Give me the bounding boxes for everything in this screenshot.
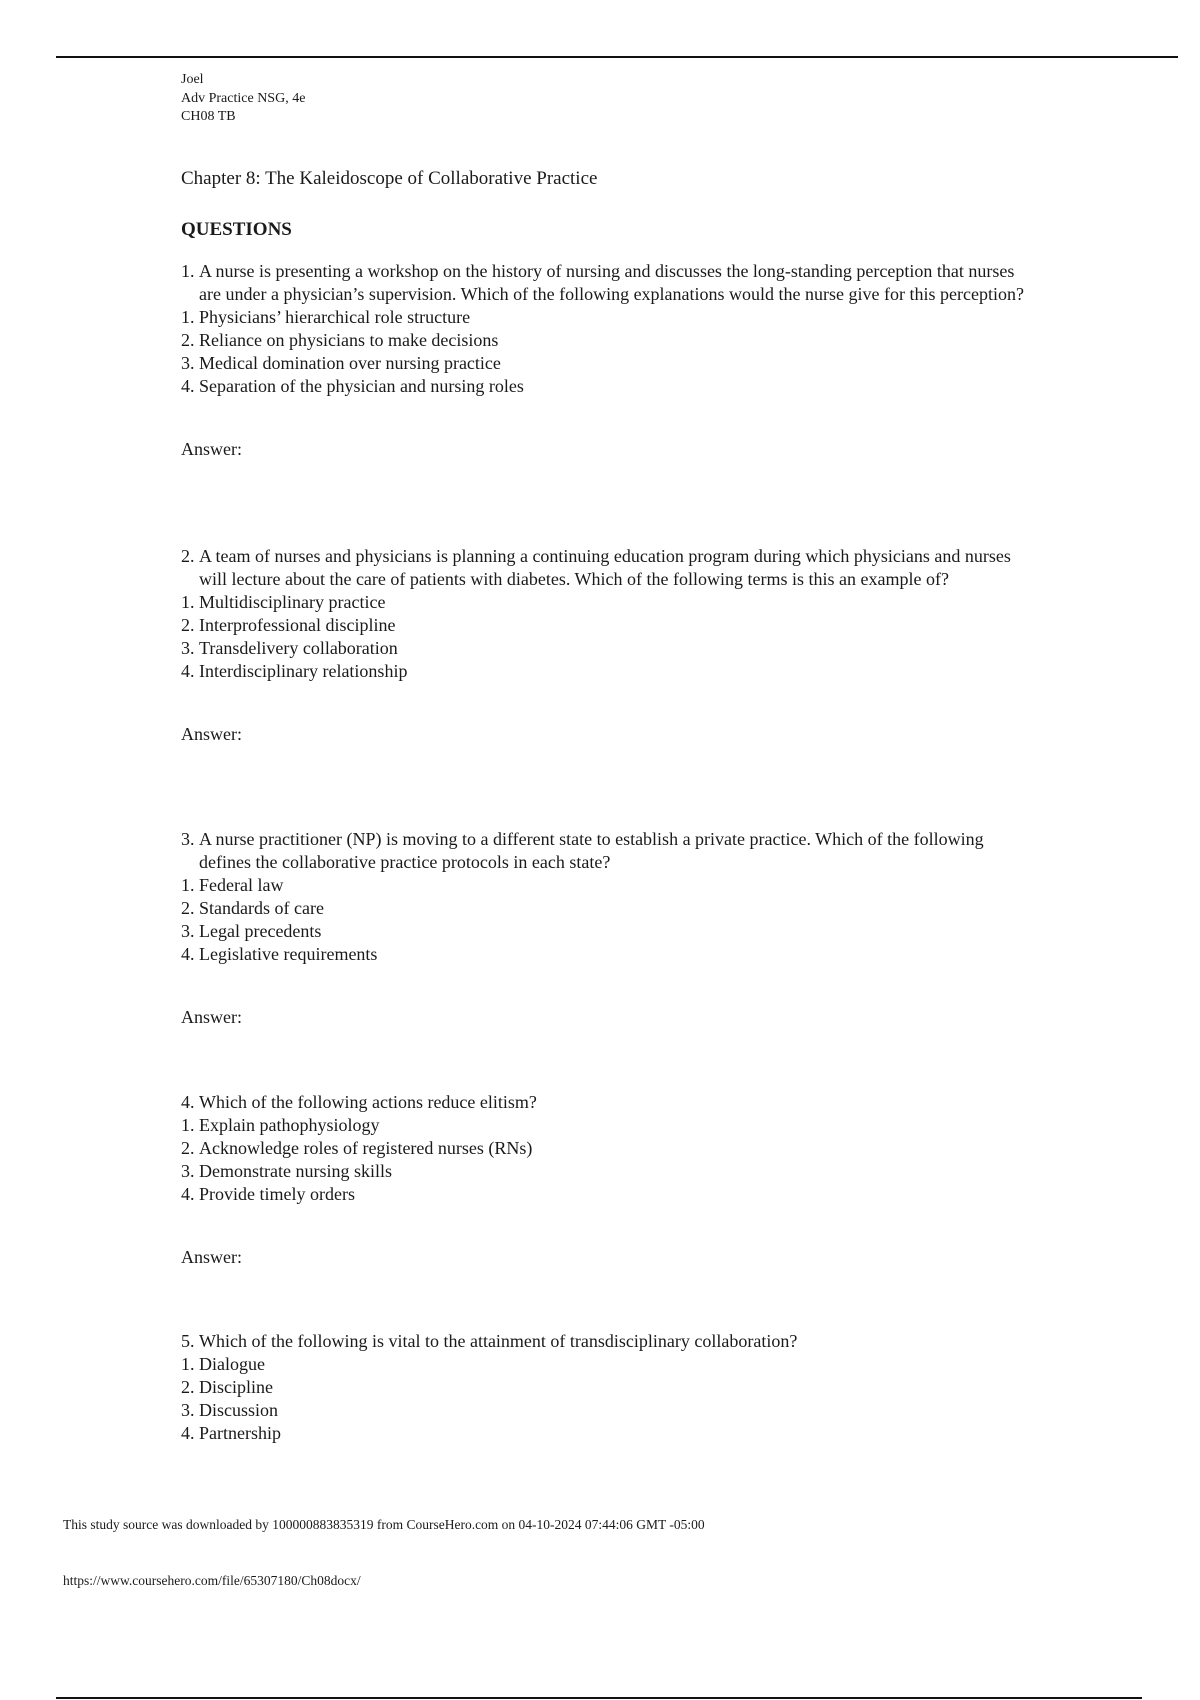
header-file: CH08 TB [181,109,236,124]
option-text: Federal law [199,875,284,895]
option-list [181,1114,1031,1206]
question-text: A nurse is presenting a workshop on the history of nursing and discusses the long-standing perception that nurses are under a physician’s supervision. Which of the following explanations would the nurse give for this perception? [199,261,1024,304]
download-notice: This study source was downloaded by 100000883835319 from CourseHero.com on 04-10-2024 07:44:06 GMT -05:00 [63,1517,705,1532]
option-item [181,306,1031,329]
question-number: 3. [181,829,195,849]
option-item [181,1160,1031,1183]
option-number: 4. [181,376,195,396]
option-number: 1. [181,307,195,327]
question-number: 5. [181,1331,195,1351]
option-item [181,591,1031,614]
option-item [181,637,1031,660]
answer-label: Answer: [181,1007,242,1027]
option-number: 2. [181,330,195,350]
answer-label: Answer: [181,439,242,459]
option-list [181,874,1031,966]
top-rule [56,56,1178,58]
option-text: Demonstrate nursing skills [199,1161,392,1181]
option-text: Standards of care [199,898,324,918]
option-item [181,614,1031,637]
option-number: 2. [181,615,195,635]
option-number: 1. [181,592,195,612]
question-number: 4. [181,1092,195,1112]
option-number: 1. [181,1354,195,1374]
document-header [181,71,305,127]
option-item [181,1114,1031,1137]
option-text: Interprofessional discipline [199,615,396,635]
option-item [181,943,1031,966]
option-number: 3. [181,353,195,373]
question-stem [181,545,1031,591]
option-item [181,352,1031,375]
question-number: 2. [181,546,195,566]
option-item [181,1353,1031,1376]
option-text: Partnership [199,1423,281,1443]
option-number: 4. [181,944,195,964]
option-text: Legislative requirements [199,944,378,964]
option-number: 3. [181,1161,195,1181]
option-text: Discipline [199,1377,273,1397]
question-5 [181,1330,1031,1445]
option-number: 2. [181,1377,195,1397]
section-heading: QUESTIONS [181,219,292,240]
option-text: Reliance on physicians to make decisions [199,330,499,350]
option-item [181,897,1031,920]
option-number: 4. [181,1423,195,1443]
chapter-title: Chapter 8: The Kaleidoscope of Collaborative Practice [181,168,598,189]
bottom-rule [56,1697,1142,1699]
question-3 [181,828,1031,1029]
option-text: Legal precedents [199,921,322,941]
option-item [181,1183,1031,1206]
option-item [181,1422,1031,1445]
option-item [181,874,1031,897]
option-number: 4. [181,1184,195,1204]
option-text: Medical domination over nursing practice [199,353,501,373]
answer-label: Answer: [181,1247,242,1267]
option-list [181,1353,1031,1445]
option-number: 4. [181,661,195,681]
option-text: Physicians’ hierarchical role structure [199,307,471,327]
option-number: 3. [181,1400,195,1420]
question-4 [181,1091,1031,1269]
question-stem [181,828,1031,874]
question-stem [181,260,1031,306]
question-2 [181,545,1031,746]
option-number: 2. [181,898,195,918]
question-number: 1. [181,261,195,281]
option-item [181,1399,1031,1422]
option-text: Transdelivery collaboration [199,638,398,658]
option-item [181,329,1031,352]
question-text: A team of nurses and physicians is planning a continuing education program during which physicians and nurses will lecture about the care of patients with diabetes. Which of the following terms is this an example of? [199,546,1011,589]
option-item [181,660,1031,683]
option-number: 1. [181,875,195,895]
option-number: 3. [181,921,195,941]
header-author: Joel [181,72,204,87]
question-text: Which of the following actions reduce elitism? [199,1092,537,1112]
header-book: Adv Practice NSG, 4e [181,90,306,106]
option-item [181,1137,1031,1160]
option-text: Provide timely orders [199,1184,355,1204]
option-text: Acknowledge roles of registered nurses (RNs) [199,1138,533,1158]
option-text: Dialogue [199,1354,265,1374]
option-list [181,591,1031,683]
option-list [181,306,1031,398]
option-item [181,1376,1031,1399]
option-item [181,920,1031,943]
question-1 [181,260,1031,461]
option-number: 1. [181,1115,195,1135]
option-text: Interdisciplinary relationship [199,661,408,681]
option-text: Multidisciplinary practice [199,592,386,612]
option-number: 3. [181,638,195,658]
source-url-link[interactable]: https://www.coursehero.com/file/65307180/Ch08docx/ [63,1573,361,1588]
question-text: A nurse practitioner (NP) is moving to a different state to establish a private practice. Which of the following defines the collaborative practice protocols in each state? [199,829,984,872]
answer-label: Answer: [181,724,242,744]
option-item [181,375,1031,398]
question-text: Which of the following is vital to the attainment of transdisciplinary collaboration? [199,1331,798,1351]
option-number: 2. [181,1138,195,1158]
option-text: Separation of the physician and nursing roles [199,376,524,396]
option-text: Explain pathophysiology [199,1115,380,1135]
question-stem [181,1330,1031,1353]
question-stem [181,1091,1031,1114]
option-text: Discussion [199,1400,279,1420]
